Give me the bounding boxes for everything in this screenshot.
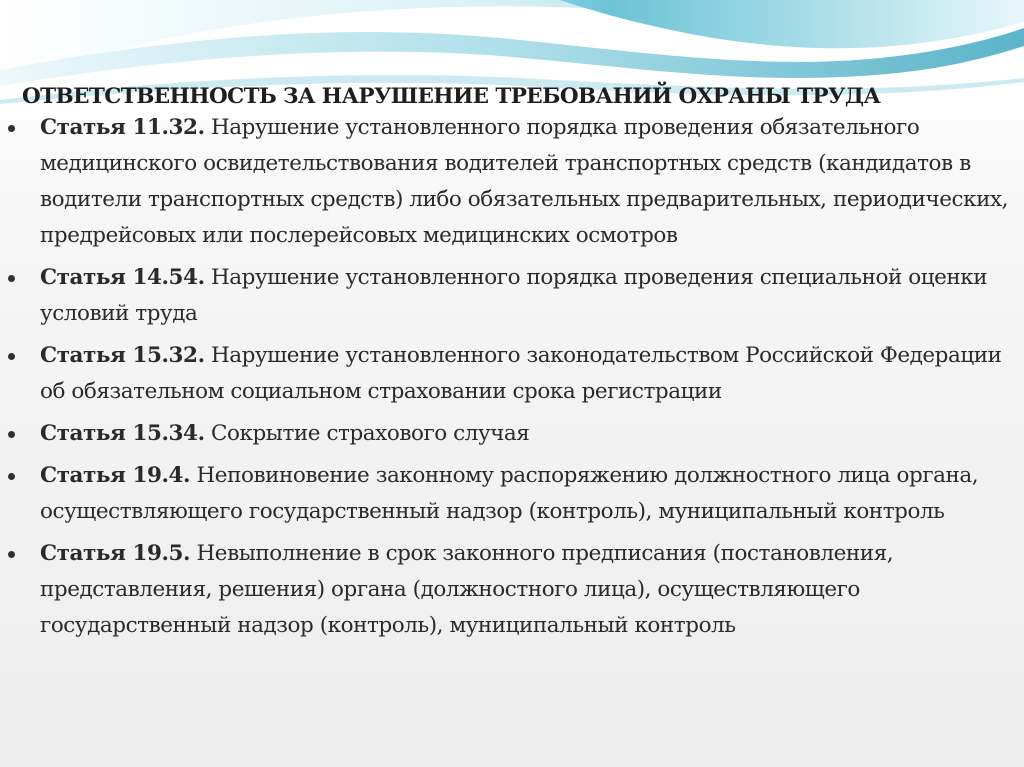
bullet-icon: [8, 353, 15, 360]
article-description: Нарушение установленного законодательством Российской Федерации об обязательном социальном страховании срока регистрации: [40, 343, 1002, 404]
bullet-icon: [8, 125, 15, 132]
article-description: Нарушение установленного порядка проведения обязательного медицинского освидетельствования водителей транспортных средств (кандидатов в водители транспортных средств) либо обязательных предварительных, периодических, предрейсовых или послерейсовых медицинских осмотров: [40, 115, 1009, 248]
list-item: [8, 338, 1008, 410]
article-number: Статья 19.4.: [40, 463, 191, 488]
bullet-icon: [8, 473, 15, 480]
bullet-icon: [8, 551, 15, 558]
bullet-icon: [8, 275, 15, 282]
bullet-list: [8, 110, 1008, 650]
article-number: Статья 15.34.: [40, 421, 205, 446]
article-description: Невыполнение в срок законного предписания (постановления, представления, решения) органа (должностного лица), осуществляющего государственный надзор (контроль), муниципальный контроль: [40, 541, 894, 638]
article-number: Статья 11.32.: [40, 115, 205, 140]
article-number: Статья 15.32.: [40, 343, 205, 368]
slide-title: ОТВЕТСТВЕННОСТЬ ЗА НАРУШЕНИЕ ТРЕБОВАНИЙ ОХРАНЫ ТРУДА: [22, 84, 881, 109]
article-description: Неповиновение законному распоряжению должностного лица органа, осуществляющего государственный надзор (контроль), муниципальный контроль: [40, 463, 979, 524]
list-item: [8, 416, 1008, 452]
list-item: [8, 536, 1008, 644]
article-number: Статья 19.5.: [40, 541, 191, 566]
article-description: Сокрытие страхового случая: [211, 421, 530, 446]
list-item: [8, 110, 1008, 254]
article-description: Нарушение установленного порядка проведения специальной оценки условий труда: [40, 265, 988, 326]
list-item: [8, 458, 1008, 530]
list-item: [8, 260, 1008, 332]
article-number: Статья 14.54.: [40, 265, 205, 290]
bullet-icon: [8, 431, 15, 438]
